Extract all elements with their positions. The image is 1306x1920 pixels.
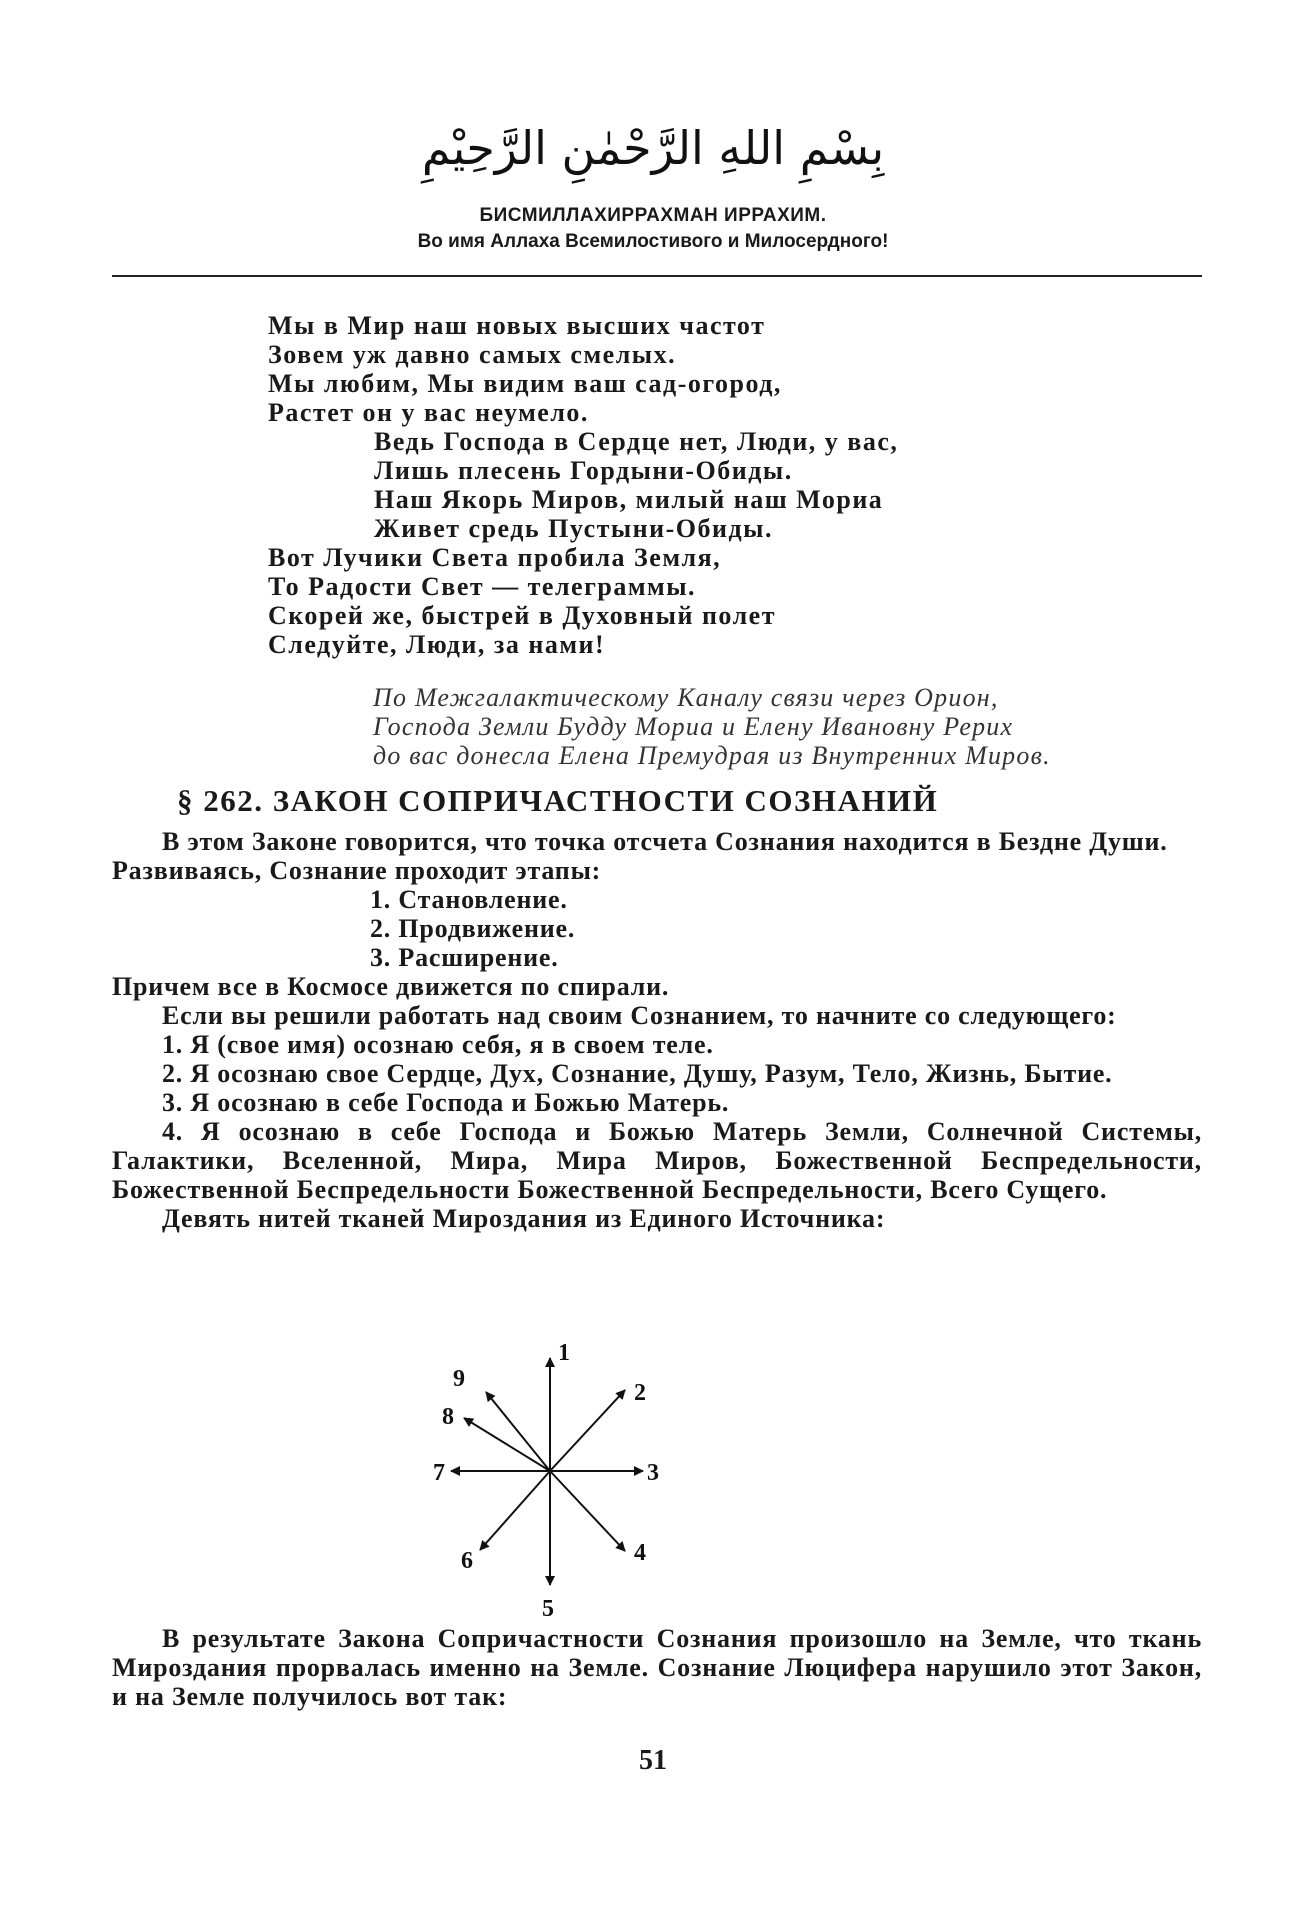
list-item: 4. Я осознаю в себе Господа и Божью Матерь Земли, Солнечной Системы, Галактики, Вселенной, Мира, Мира Миров, Божественной Беспредельности, Божественной Беспредельности Божественной Беспредельности, Всего Сущего. xyxy=(112,1117,1202,1204)
header-translation: Во имя Аллаха Всемилостивого и Милосердного! xyxy=(417,231,889,252)
bismillah-calligraphy: بِسْمِ اللهِ الرَّحْمٰنِ الرَّحِيْمِ xyxy=(421,121,885,175)
poem-line: Наш Якорь Миров, милый наш Мориа xyxy=(374,485,884,514)
attribution xyxy=(373,683,1051,770)
poem-line: Лишь плесень Гордыни-Обиды. xyxy=(374,456,793,485)
attribution-line: По Межгалактическому Каналу связи через Орион, xyxy=(373,683,999,712)
section-body xyxy=(112,827,1202,1233)
diagram-label-2: 2 xyxy=(634,1380,646,1406)
thread-arrow-8 xyxy=(464,1418,550,1471)
list-item: 2. Я осознаю свое Сердце, Дух, Сознание, Душу, Разум, Тело, Жизнь, Бытие. xyxy=(162,1059,1113,1088)
poem-line: Растет он у вас неумело. xyxy=(268,398,589,427)
poem-line: Мы любим, Мы видим ваш сад-огород, xyxy=(268,369,782,398)
page-number: 51 xyxy=(639,1745,667,1776)
poem-line: Скорей же, быстрей в Духовный полет xyxy=(268,601,776,630)
poem-line: Зовем уж давно самых смелых. xyxy=(268,340,677,369)
thread-arrow-4 xyxy=(550,1471,625,1551)
poem-line: Живет средь Пустыни-Обиды. xyxy=(374,514,773,543)
attribution-line: до вас донесла Елена Премудрая из Внутренних Миров. xyxy=(373,741,1051,770)
conclusion-block xyxy=(112,1624,1202,1711)
thread-arrow-6 xyxy=(480,1471,550,1550)
diagram-label-7: 7 xyxy=(433,1460,445,1486)
paragraph-work: Если вы решили работать над своим Сознанием, то начните со следующего: xyxy=(162,1001,1117,1030)
poem-line: То Радости Свет — телеграммы. xyxy=(268,572,697,601)
paragraph-intro: В этом Законе говорится, что точка отсчета Сознания находится в Бездне Души. xyxy=(162,827,1168,856)
poem-line: Мы в Мир наш новых высших частот xyxy=(268,311,766,340)
diagram-label-1: 1 xyxy=(558,1340,570,1366)
header-transliteration: БИСМИЛЛАХИРРАХМАН ИРРАХИМ. xyxy=(479,205,827,226)
diagram-label-6: 6 xyxy=(461,1548,473,1574)
diagram-label-5: 5 xyxy=(542,1596,554,1622)
section-title: § 262. ЗАКОН СОПРИЧАСТНОСТИ СОЗНАНИЙ xyxy=(177,783,939,818)
poem-line: Ведь Господа в Сердце нет, Люди, у вас, xyxy=(374,427,899,456)
nine-threads-diagram xyxy=(400,1338,700,1622)
thread-arrow-2 xyxy=(550,1390,625,1471)
diagram-label-8: 8 xyxy=(442,1404,454,1430)
list-item: 3. Я осознаю в себе Господа и Божью Матерь. xyxy=(162,1088,730,1117)
stage-item: 2. Продвижение. xyxy=(370,914,576,943)
poem-line: Следуйте, Люди, за нами! xyxy=(268,630,606,659)
paragraph-spiral: Причем все в Космосе движется по спирали. xyxy=(112,972,670,1001)
diagram-label-4: 4 xyxy=(634,1540,646,1566)
list-item: 1. Я (свое имя) осознаю себя, я в своем теле. xyxy=(162,1030,714,1059)
paragraph-conclusion: В результате Закона Сопричастности Сознания произошло на Земле, что ткань Мироздания прорвалась именно на Земле. Сознание Люцифера нарушило этот Закон, и на Земле получилось вот так: xyxy=(112,1624,1202,1711)
paragraph-threads: Девять нитей тканей Мироздания из Единого Источника: xyxy=(162,1204,886,1233)
header-divider xyxy=(112,275,1202,277)
poem-line: Вот Лучики Света пробила Земля, xyxy=(268,543,722,572)
stage-item: 1. Становление. xyxy=(370,885,568,914)
paragraph-stages-intro: Развиваясь, Сознание проходит этапы: xyxy=(112,856,602,885)
diagram-label-3: 3 xyxy=(647,1460,659,1486)
stage-item: 3. Расширение. xyxy=(370,943,559,972)
attribution-line: Господа Земли Будду Мориа и Елену Ивановну Рерих xyxy=(373,712,1014,741)
poem xyxy=(268,311,898,659)
thread-arrow-9 xyxy=(486,1392,550,1471)
diagram-label-9: 9 xyxy=(453,1366,465,1392)
